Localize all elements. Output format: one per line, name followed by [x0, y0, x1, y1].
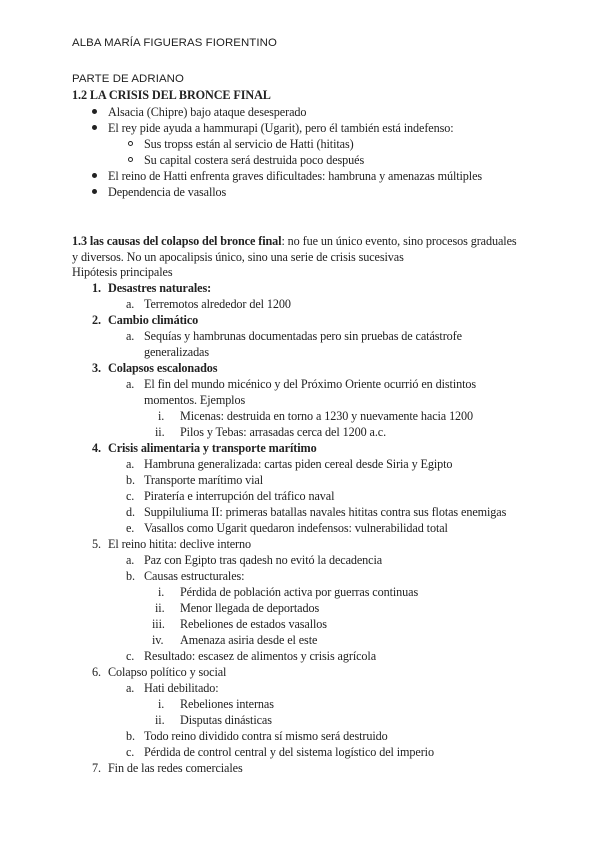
- section-1-3-intro: [72, 233, 517, 249]
- bullet-icon: [92, 109, 97, 114]
- list-item: Rebeliones de estados vasallos: [180, 617, 327, 631]
- list-marker: d.: [126, 505, 135, 519]
- list-marker: ii.: [155, 425, 165, 439]
- list-marker: 6.: [92, 665, 101, 679]
- list-marker: a.: [126, 297, 135, 311]
- list-marker: e.: [126, 521, 135, 535]
- list-item: Fin de las redes comerciales: [108, 761, 243, 775]
- list-item: Terremotos alrededor del 1200: [144, 297, 291, 311]
- list-item: Hati debilitado:: [144, 681, 219, 695]
- bullet-icon: [92, 125, 97, 130]
- list-item: Pilos y Tebas: arrasadas cerca del 1200 a.c.: [180, 425, 387, 439]
- list-marker: i.: [158, 697, 165, 711]
- list-item: Cambio climático: [108, 313, 199, 327]
- list-marker: 4.: [92, 441, 101, 455]
- list-marker: b.: [126, 473, 135, 487]
- list-marker: i.: [158, 409, 165, 423]
- bullet-item: El rey pide ayuda a hammurapi (Ugarit), pero él también está indefenso:: [108, 121, 454, 135]
- list-marker: 5.: [92, 537, 101, 551]
- sub-bullet-item: Su capital costera será destruida poco después: [144, 153, 365, 167]
- list-item: Pérdida de control central y del sistema logístico del imperio: [144, 745, 434, 759]
- bullet-item: Dependencia de vasallos: [108, 185, 227, 199]
- list-item: Pérdida de población activa por guerras continuas: [180, 585, 419, 599]
- list-marker: c.: [126, 745, 135, 759]
- section-1-2-heading: 1.2 LA CRISIS DEL BRONCE FINAL: [72, 88, 271, 102]
- list-item: Desastres naturales:: [108, 281, 212, 295]
- bullet-icon: [92, 173, 97, 178]
- bullet-icon: [92, 189, 97, 194]
- list-item: Menor llegada de deportados: [180, 601, 320, 615]
- list-item: Rebeliones internas: [180, 697, 274, 711]
- list-marker: c.: [126, 489, 135, 503]
- list-item: Todo reino dividido contra sí mismo será destruido: [144, 729, 388, 743]
- sub-bullet-item: Sus tropss están al servicio de Hatti (hititas): [144, 137, 354, 151]
- author-header: ALBA MARÍA FIGUERAS FIORENTINO: [72, 37, 277, 49]
- list-item: Amenaza asiria desde el este: [180, 633, 318, 647]
- list-marker: a.: [126, 553, 135, 567]
- bullet-item: Alsacia (Chipre) bajo ataque desesperado: [108, 105, 307, 119]
- list-item: Colapso político y social: [108, 665, 227, 679]
- section-1-3-intro-line2: y diversos. No un apocalipsis único, sino una serie de crisis sucesivas: [72, 250, 404, 264]
- sub-bullet-icon: [128, 141, 133, 146]
- list-item: El fin del mundo micénico y del Próximo Oriente ocurrió en distintos: [144, 377, 477, 391]
- list-item: Paz con Egipto tras qadesh no evitó la decadencia: [144, 553, 383, 567]
- list-item: Micenas: destruida en torno a 1230 y nuevamente hacia 1200: [180, 409, 474, 423]
- list-marker: ii.: [155, 713, 165, 727]
- list-marker: i.: [158, 585, 165, 599]
- list-marker: 3.: [92, 361, 101, 375]
- list-marker: a.: [126, 457, 135, 471]
- bullet-item: El reino de Hatti enfrenta graves dificultades: hambruna y amenazas múltiples: [108, 169, 483, 183]
- list-item-continuation: momentos. Ejemplos: [144, 393, 246, 407]
- list-marker: c.: [126, 649, 135, 663]
- list-item-continuation: generalizadas: [144, 345, 210, 359]
- part-title: PARTE DE ADRIANO: [72, 73, 184, 85]
- section-1-3-intro-text: : no fue un único evento, sino procesos graduales: [281, 234, 517, 248]
- list-marker: a.: [126, 377, 135, 391]
- list-marker: iii.: [152, 617, 165, 631]
- hypotheses-label: Hipótesis principales: [72, 265, 173, 279]
- list-marker: 1.: [92, 281, 101, 295]
- list-item: Sequías y hambrunas documentadas pero sin pruebas de catástrofe: [144, 329, 462, 343]
- list-marker: b.: [126, 569, 135, 583]
- sub-bullet-icon: [128, 157, 133, 162]
- list-item: Vasallos como Ugarit quedaron indefensos: vulnerabilidad total: [144, 521, 448, 535]
- list-marker: 7.: [92, 761, 101, 775]
- list-item: El reino hitita: declive interno: [108, 537, 252, 551]
- list-marker: ii.: [155, 601, 165, 615]
- list-item: Suppiluliuma II: primeras batallas navales hititas contra sus flotas enemigas: [144, 505, 507, 519]
- list-item: Disputas dinásticas: [180, 713, 272, 727]
- list-marker: iv.: [152, 633, 164, 647]
- list-marker: b.: [126, 729, 135, 743]
- list-item: Transporte marítimo vial: [144, 473, 264, 487]
- list-item: Causas estructurales:: [144, 569, 245, 583]
- list-marker: a.: [126, 329, 135, 343]
- section-1-3-heading: 1.3 las causas del colapso del bronce final: [72, 234, 282, 248]
- list-marker: a.: [126, 681, 135, 695]
- list-item: Piratería e interrupción del tráfico naval: [144, 489, 335, 503]
- list-item: Crisis alimentaria y transporte marítimo: [108, 441, 317, 455]
- list-item: Hambruna generalizada: cartas piden cereal desde Siria y Egipto: [144, 457, 453, 471]
- list-item: Resultado: escasez de alimentos y crisis agrícola: [144, 649, 377, 663]
- list-marker: 2.: [92, 313, 101, 327]
- list-item: Colapsos escalonados: [108, 361, 218, 375]
